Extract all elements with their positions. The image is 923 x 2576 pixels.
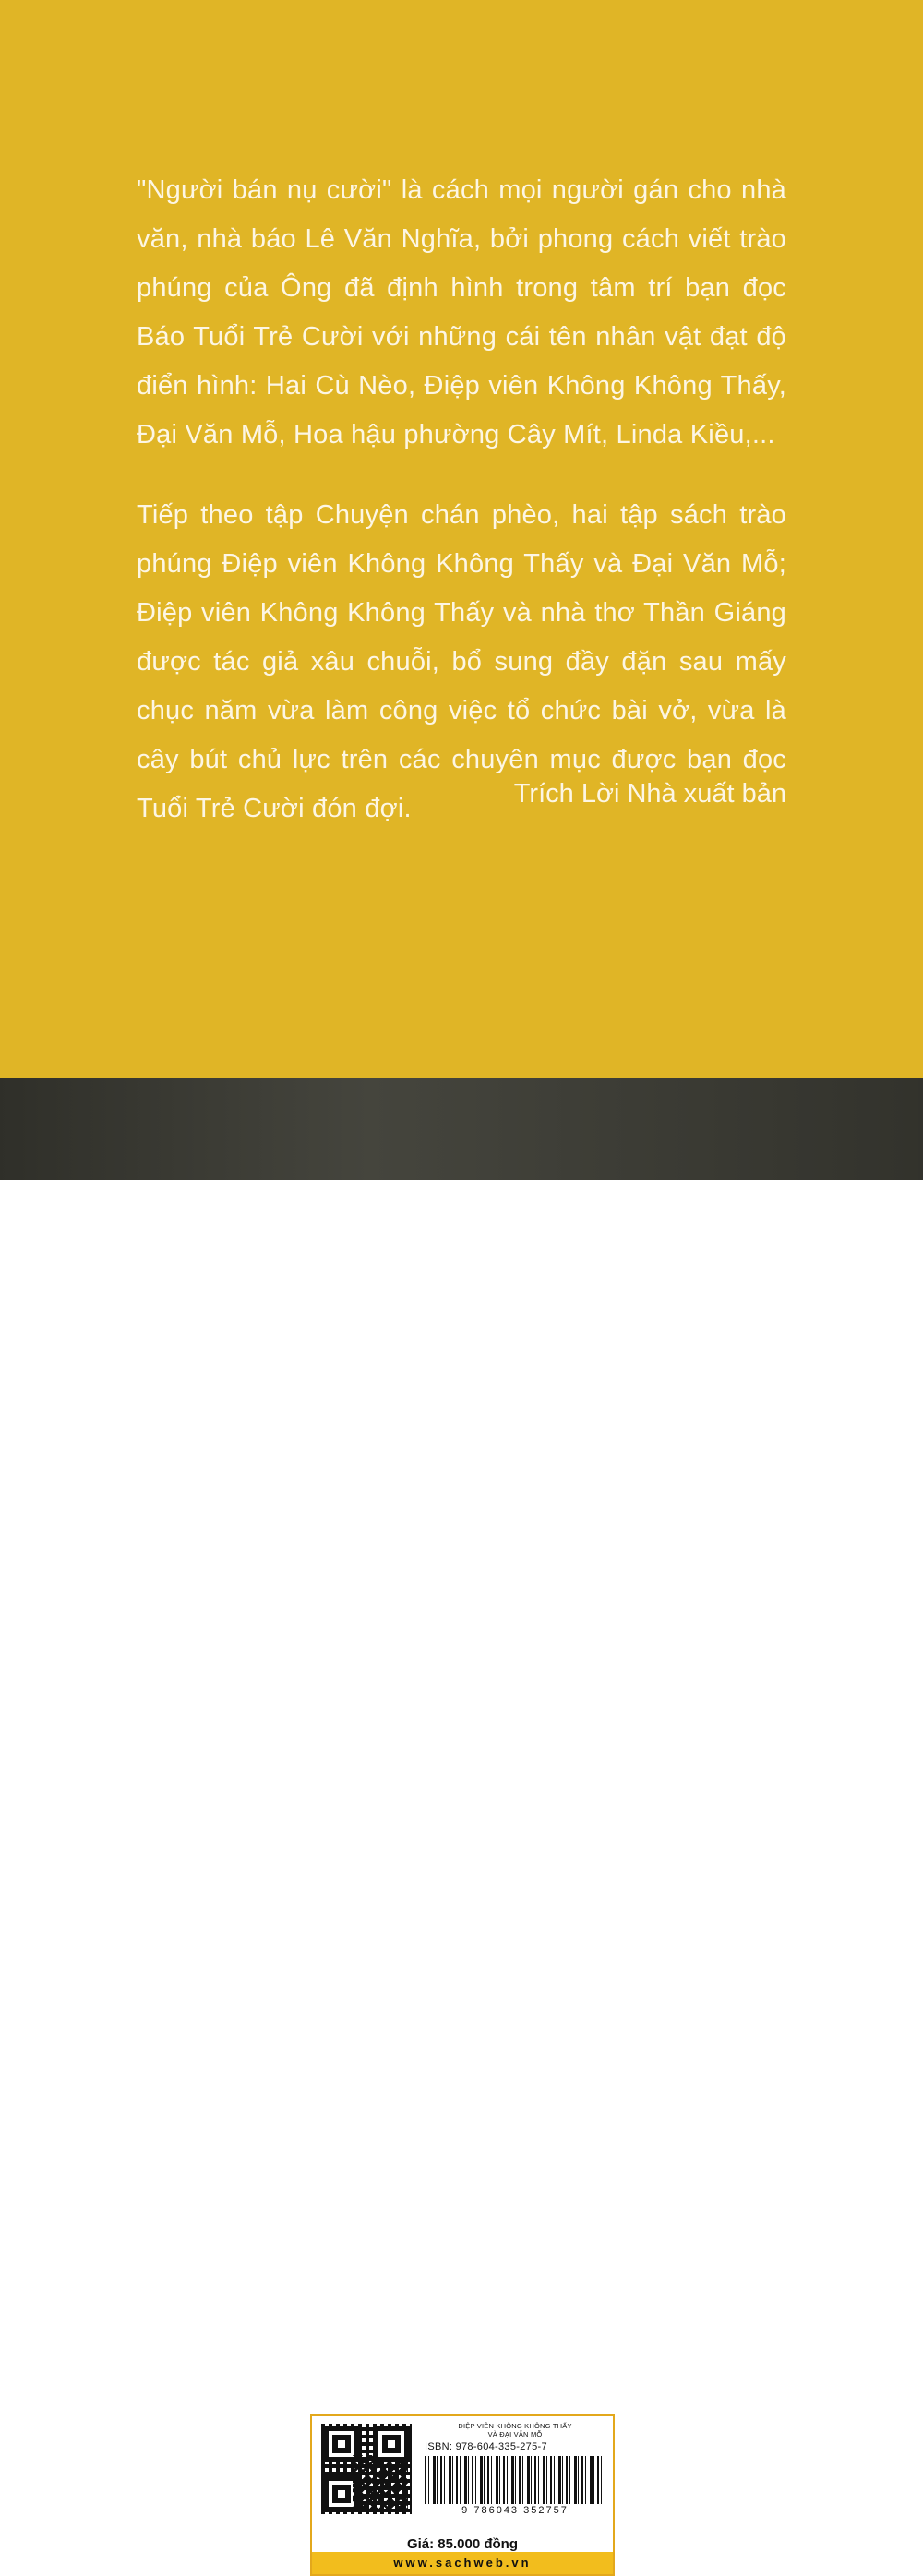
book-reference-line-1: ĐIỆP VIÊN KHÔNG KHÔNG THẤY <box>458 2422 572 2430</box>
qr-pattern <box>353 2455 408 2510</box>
barcode-digits: 9 786043 352757 <box>462 2505 569 2516</box>
barcode-icon <box>425 2456 605 2504</box>
blurb-paragraph-2: Tiếp theo tập Chuyện chán phèo, hai tập sách trào phúng Điệp viên Không Không Thấy và Đại Văn Mỗ; Điệp viên Không Không Thấy và nhà thơ Thần Giáng được tác giả xâu chuỗi, bổ sung đầy đặn sau mấy chục năm vừa làm công việc tổ chức bài vở, vừa là cây bút chủ lực trên các chuyên mục được bạn đọc Tuổi Trẻ Cười đón đợi. <box>137 500 786 823</box>
qr-code-icon[interactable] <box>321 2424 412 2514</box>
price-label: Giá: 85.000 đồng <box>406 2535 519 2552</box>
website-bar[interactable]: www.sachweb.vn <box>312 2552 613 2574</box>
isbn-barcode-block <box>310 2414 615 2576</box>
back-cover-blurb <box>137 166 786 833</box>
blurb-attribution: Trích Lời Nhà xuất bản <box>513 779 786 809</box>
cover-yellow-panel <box>0 0 923 1078</box>
blurb-paragraph-1: "Người bán nụ cười" là cách mọi người gán cho nhà văn, nhà báo Lê Văn Nghĩa, bởi phong cách viết trào phúng của Ông đã định hình trong tâm trí bạn đọc Báo Tuổi Trẻ Cười với những cái tên nhân vật đạt độ điển hình: Hai Cù Nèo, Điệp viên Không Không Thấy, Đại Văn Mỗ, Hoa hậu phường Cây Mít, Linda Kiều,... <box>137 175 786 449</box>
book-reference-line-2: VÀ ĐẠI VĂN MỖ <box>487 2430 543 2438</box>
qr-cell <box>312 2416 421 2538</box>
cover-white-area <box>0 1180 923 2570</box>
cover-dark-band <box>0 1078 923 1180</box>
isbn-details <box>421 2416 613 2538</box>
isbn-top-row <box>312 2416 613 2538</box>
isbn-number: ISBN: 978-604-335-275-7 <box>425 2441 547 2452</box>
